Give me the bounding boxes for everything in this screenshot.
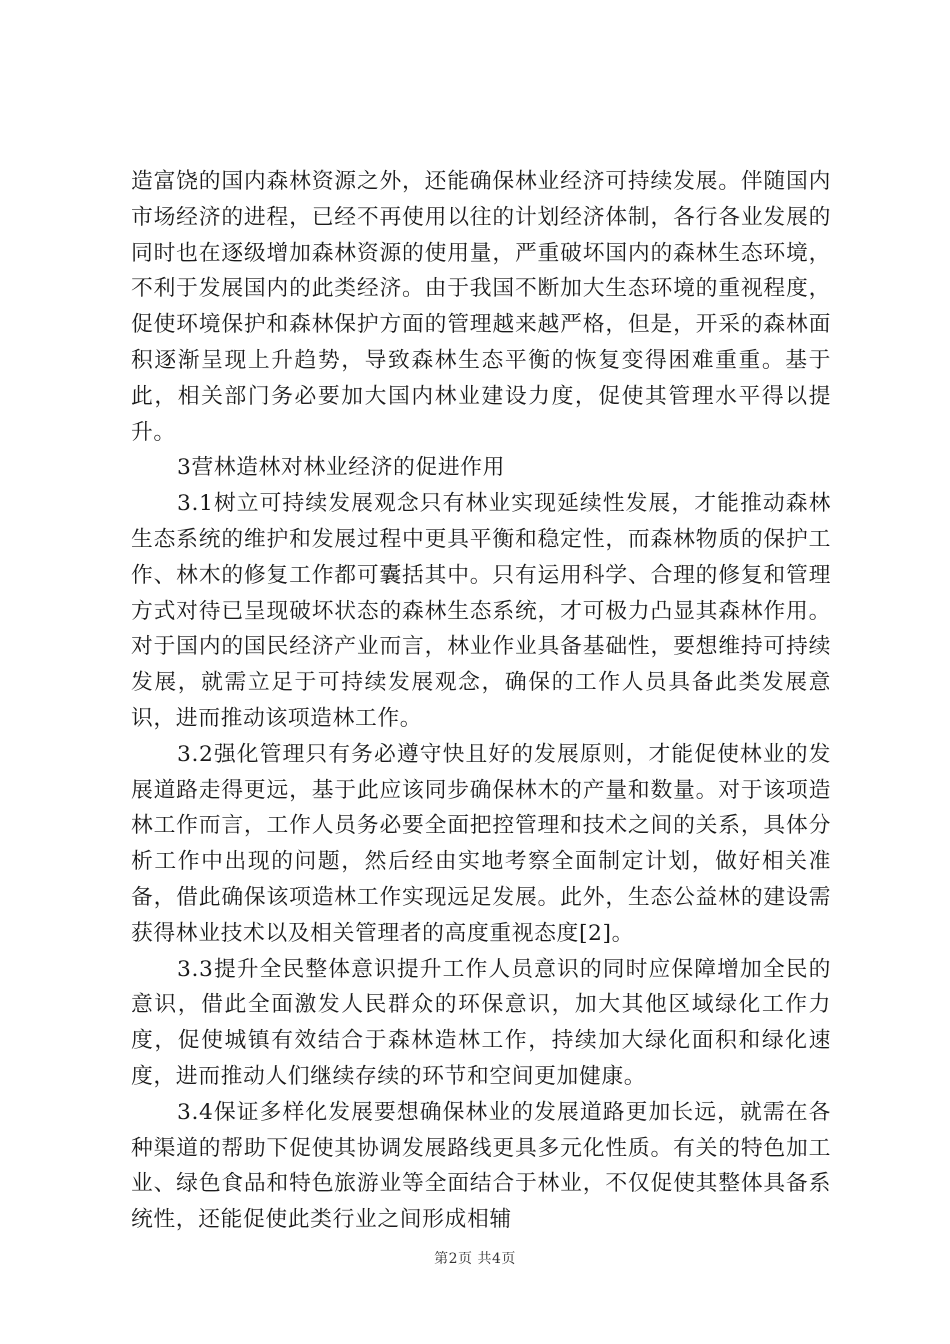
paragraph-3-4: 3.4保证多样化发展要想确保林业的发展道路更加长远，就需在各种渠道的帮助下促使其协调发展路线更具多元化性质。有关的特色加工业、绿色食品和特色旅游业等全面结合于林业，不仅促使其整体具备系统性，还能促使此类行业之间形成相辅 — [131, 1099, 831, 1233]
paragraph-3-1: 3.1树立可持续发展观念只有林业实现延续性发展，才能推动森林生态系统的维护和发展过程中更具平衡和稳定性，而森林物质的保护工作、林木的修复工作都可囊括其中。只有运用科学、合理的修复和管理方式对待已呈现破坏状态的森林生态系统，才可极力凸显其森林作用。对于国内的国民经济产业而言，林业作业具备基础性，要想维持可持续发展，就需立足于可持续发展观念，确保的工作人员具备此类发展意识，进而推动该项造林工作。 — [131, 491, 831, 731]
paragraph-3-3: 3.3提升全民整体意识提升工作人员意识的同时应保障增加全民的意识，借此全面激发人民群众的环保意识，加大其他区域绿化工作力度，促使城镇有效结合于森林造林工作，持续加大绿化面积和绿化速度，进而推动人们继续存续的环节和空间更加健康。 — [131, 956, 831, 1089]
document-body — [131, 164, 831, 1238]
paragraph-continuation: 造富饶的国内森林资源之外，还能确保林业经济可持续发展。伴随国内市场经济的进程，已经不再使用以往的计划经济体制，各行各业发展的同时也在逐级增加森林资源的使用量，严重破坏国内的森林生态环境，不利于发展国内的此类经济。由于我国不断加大生态环境的重视程度，促使环境保护和森林保护方面的管理越来越严格，但是，开采的森林面积逐渐呈现上升趋势，导致森林生态平衡的恢复变得困难重重。基于此，相关部门务必要加大国内林业建设力度，促使其管理水平得以提升。 — [131, 169, 831, 445]
page-number-footer: 第2页 共4页 — [434, 1251, 516, 1267]
section-heading: 3营林造林对林业经济的促进作用 — [177, 455, 506, 481]
paragraph-3-2: 3.2强化管理只有务必遵守快且好的发展原则，才能促使林业的发展道路走得更远，基于此应该同步确保林木的产量和数量。对于该项造林工作而言，工作人员务必要全面把控管理和技术之间的关系，具体分析工作中出现的问题，然后经由实地考察全面制定计划，做好相关准备，借此确保该项造林工作实现远足发展。此外，生态公益林的建设需获得林业技术以及相关管理者的高度重视态度[2]。 — [131, 741, 831, 946]
